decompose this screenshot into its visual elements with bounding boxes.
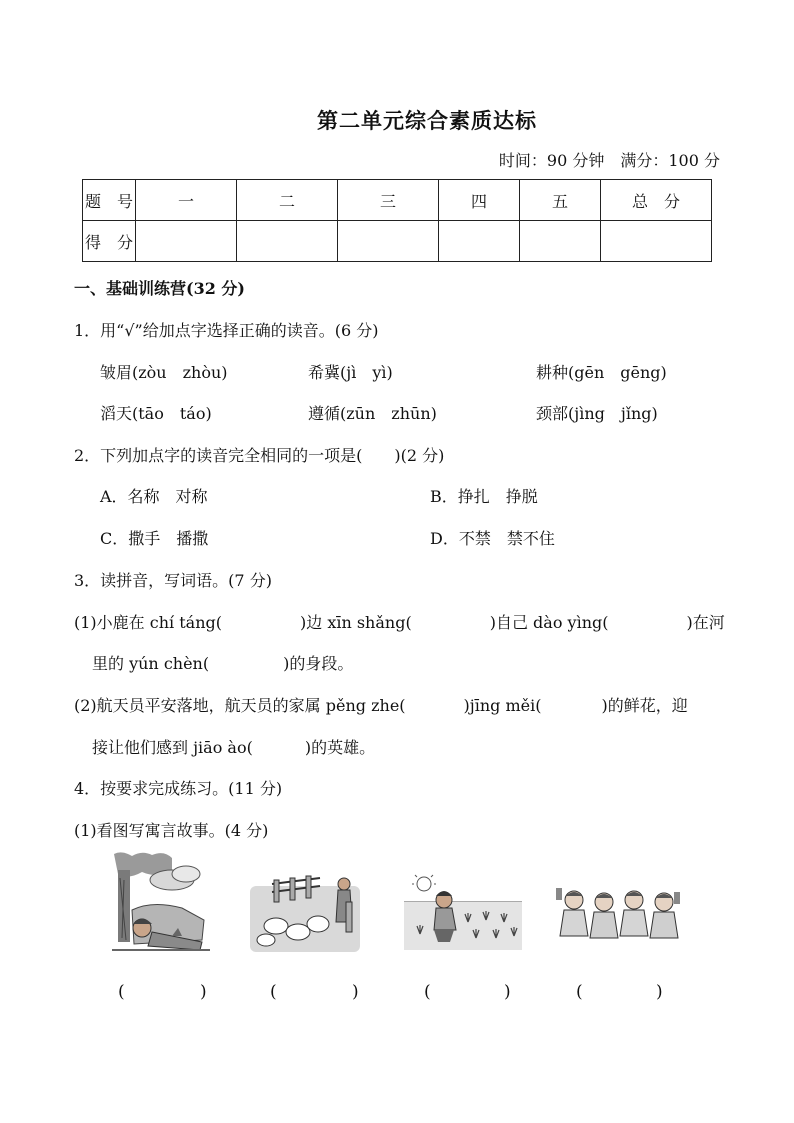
q3-part2-line1: [74, 693, 688, 716]
score-header-cell: 二: [237, 180, 338, 221]
q2-option[interactable]: B．挣扎 挣脱: [430, 487, 538, 506]
score-cell[interactable]: [601, 221, 712, 262]
q4-sub1: (1)看图写寓言故事。(4 分): [74, 821, 269, 840]
question-4-stem: 4．按要求完成练习。(11 分): [74, 779, 283, 798]
section-heading: 一、基础训练营(32 分): [74, 279, 245, 298]
score-cell[interactable]: [439, 221, 520, 262]
answer-paren-open: (: [576, 982, 583, 1002]
q3-text: (2)航天员平安落地，航天员的家属 pěng zhe(: [74, 696, 406, 715]
score-cell[interactable]: [136, 221, 237, 262]
q3-text: (1)小鹿在 chí táng(: [74, 613, 222, 632]
q1-item: 希冀(jì yì): [308, 363, 393, 382]
q3-text: )的鲜花，迎: [601, 696, 688, 715]
q3-text: )边 xīn shǎng(: [299, 613, 412, 632]
fable-picture-tree-rabbit: [112, 850, 210, 962]
score-row-label: 得 分: [83, 221, 136, 262]
q3-text: )在河: [686, 613, 725, 632]
score-header-cell: 一: [136, 180, 237, 221]
q3-text: 里的 yún chèn(: [92, 654, 210, 673]
q1-item: 滔天(tāo táo): [100, 404, 212, 423]
score-header-cell: 总 分: [601, 180, 712, 221]
q1-item: 遵循(zūn zhūn): [308, 404, 437, 423]
q3-text: )jīng měi(: [463, 696, 542, 715]
q1-item: 颈部(jìng jǐng): [536, 404, 658, 423]
score-cell[interactable]: [338, 221, 439, 262]
q3-part2-line2: [92, 735, 375, 758]
score-header-cell: 五: [520, 180, 601, 221]
q3-text: )的英雄。: [304, 738, 376, 757]
score-table: [82, 179, 712, 262]
score-cell[interactable]: [237, 221, 338, 262]
q3-text: )自己 dào yìng(: [489, 613, 609, 632]
fable-picture-sheep-pen: [250, 874, 360, 954]
score-header-cell: 题 号: [83, 180, 136, 221]
score-table-header-row: [83, 180, 712, 221]
q1-item: 耕种(gēn gēng): [536, 363, 667, 382]
score-table-score-row: [83, 221, 712, 262]
answer-paren-close: ): [352, 982, 359, 1002]
q3-text: 接让他们感到 jiāo ào(: [92, 738, 253, 757]
fable-picture-seedlings: [404, 874, 522, 950]
score-header-cell: 四: [439, 180, 520, 221]
answer-paren-open: (: [270, 982, 277, 1002]
answer-paren-close: ): [656, 982, 663, 1002]
answer-paren-close: ): [200, 982, 207, 1002]
question-2-stem: 2．下列加点字的读音完全相同的一项是( )(2 分): [74, 446, 445, 465]
q2-option[interactable]: C．撒手 播撒: [100, 529, 209, 548]
q2-option[interactable]: A．名称 对称: [100, 487, 208, 506]
answer-paren-open: (: [118, 982, 125, 1002]
q3-text: )的身段。: [283, 654, 354, 673]
page-title: 第二单元综合素质达标: [317, 108, 537, 133]
question-1-stem: 1．用“√”给加点字选择正确的读音。(6 分): [74, 321, 379, 340]
answer-paren-close: ): [504, 982, 511, 1002]
fable-picture-four-people: [556, 884, 682, 942]
exam-meta: 时间：90 分钟 满分：100 分: [498, 151, 720, 170]
q3-part1-line1: [74, 610, 725, 633]
score-cell[interactable]: [520, 221, 601, 262]
q1-item: 皱眉(zòu zhòu): [100, 363, 228, 382]
question-3-stem: 3．读拼音，写词语。(7 分): [74, 571, 272, 590]
q3-part1-line2: [92, 651, 353, 674]
q2-option[interactable]: D．不禁 禁不住: [430, 529, 555, 548]
score-header-cell: 三: [338, 180, 439, 221]
answer-paren-open: (: [424, 982, 431, 1002]
fable-pictures: [0, 850, 794, 970]
